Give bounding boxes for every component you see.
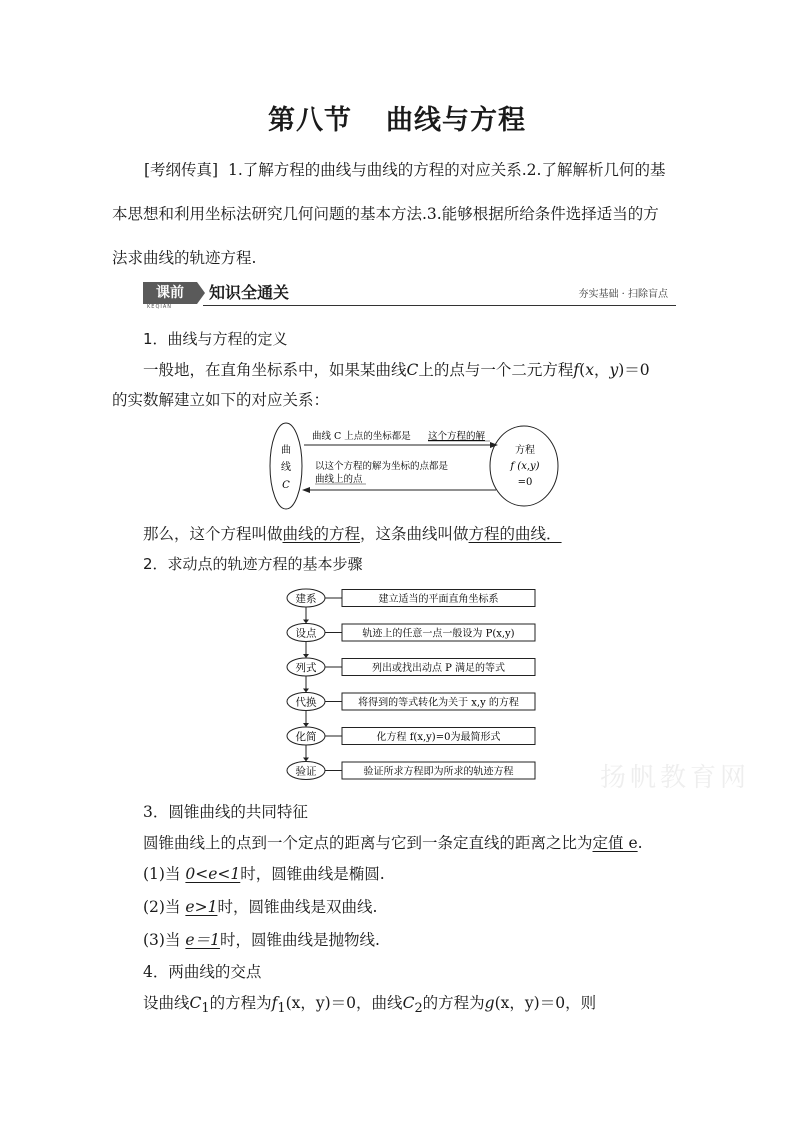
section-1-conclusion: 那么，这个方程叫做曲线的方程，这条曲线叫做方程的曲线．: [143, 525, 562, 543]
step-description: 轨迹上的任意一点一般设为 P(x,y): [362, 628, 515, 640]
top-arrow-underlined: 这个方程的解: [428, 431, 486, 442]
step-arrowhead: [303, 723, 309, 727]
banner-rule: [203, 305, 676, 306]
correspondence-diagram: [268, 418, 568, 514]
condition-1: (1)当 0<e<1时，圆锥曲线是椭圆.: [143, 865, 385, 883]
bottom-arrow-text-2: 曲线上的点: [315, 474, 363, 485]
step-name: 验证: [295, 765, 317, 778]
outline-line-2: 本思想和利用坐标法研究几何问题的基本方法.3.能够根据所给条件选择适当的方: [112, 205, 659, 223]
section-1-heading: 1．曲线与方程的定义: [143, 330, 288, 348]
curve-label-3: C: [282, 480, 290, 491]
section-1-paragraph-line-2: 的实数解建立如下的对应关系：: [112, 391, 330, 409]
banner-tagline: 夯实基础 · 扫除盲点: [578, 289, 668, 300]
step-description: 将得到的等式转化为关于 x,y 的方程: [358, 697, 519, 709]
banner-tag: 课前: [143, 282, 197, 304]
section-3-paragraph: 圆锥曲线上的点到一个定点的距离与它到一条定直线的距离之比为定值 e.: [143, 834, 643, 852]
banner-notch: [197, 282, 205, 304]
condition-2: (2)当 e>1时，圆锥曲线是双曲线.: [143, 898, 378, 916]
top-arrow-text: 曲线 C 上点的坐标都是: [312, 431, 411, 442]
step-arrowhead: [303, 654, 309, 658]
section-4-paragraph: 设曲线$C_1$的方程为$f_1(x$，y)＝0，曲线$C_2$的方程为g(x，y)＝0，则: [143, 994, 597, 1017]
outline-line-1: 1.了解方程的曲线与曲线的方程的对应关系.2.了解解析几何的基: [227, 161, 666, 179]
section-number: 第八节: [268, 105, 352, 136]
step-name: 代换: [295, 696, 317, 709]
step-name: 建系: [295, 593, 317, 605]
section-banner: [143, 280, 676, 308]
outline-label: [考纲传真]: [144, 161, 219, 179]
condition-3: (3)当 e＝1时，圆锥曲线是抛物线.: [143, 931, 380, 949]
step-arrowhead: [303, 620, 309, 624]
step-name: 化简: [295, 731, 317, 743]
step-name: 列式: [295, 662, 317, 674]
step-name: 设点: [295, 627, 317, 640]
banner-tag-en: KEQIAN: [147, 304, 173, 310]
step-description: 化方程 f(x,y)=0为最简形式: [376, 732, 501, 743]
equation-label-3: =0: [517, 477, 533, 488]
section-1-paragraph-line-1: 一般地，在直角坐标系中，如果某曲线C上的点与一个二元方程f(x，y)＝0: [143, 361, 650, 379]
bottom-arrow-text-1: 以这个方程的解为坐标的点都是: [315, 461, 449, 472]
bottom-arrow-head: [302, 487, 310, 493]
outline-line-3: 法求曲线的轨迹方程.: [112, 249, 257, 267]
section-4-heading: 4．两曲线的交点: [143, 963, 262, 981]
step-description: 列出或找出动点 P 满足的等式: [371, 663, 506, 674]
equation-label-1: 方程: [515, 445, 535, 456]
steps-flowchart: [285, 585, 540, 785]
section-2-heading: 2．求动点的轨迹方程的基本步骤: [143, 555, 363, 573]
section-topic: 曲线与方程: [386, 105, 526, 136]
step-arrowhead: [303, 689, 309, 693]
banner-heading: 知识全通关: [209, 283, 290, 302]
section-3-heading: 3．圆锥曲线的共同特征: [143, 803, 308, 821]
page-title: [0, 98, 794, 137]
step-description: 建立适当的平面直角坐标系: [378, 594, 499, 605]
step-arrowhead: [303, 758, 309, 762]
watermark: 扬帆教育网: [600, 763, 751, 793]
equation-label-2: f (x,y): [510, 461, 540, 472]
step-description: 验证所求方程即为所求的轨迹方程: [363, 766, 514, 778]
curve-label-2: 线: [281, 462, 291, 473]
curve-label-1: 曲: [281, 445, 291, 456]
